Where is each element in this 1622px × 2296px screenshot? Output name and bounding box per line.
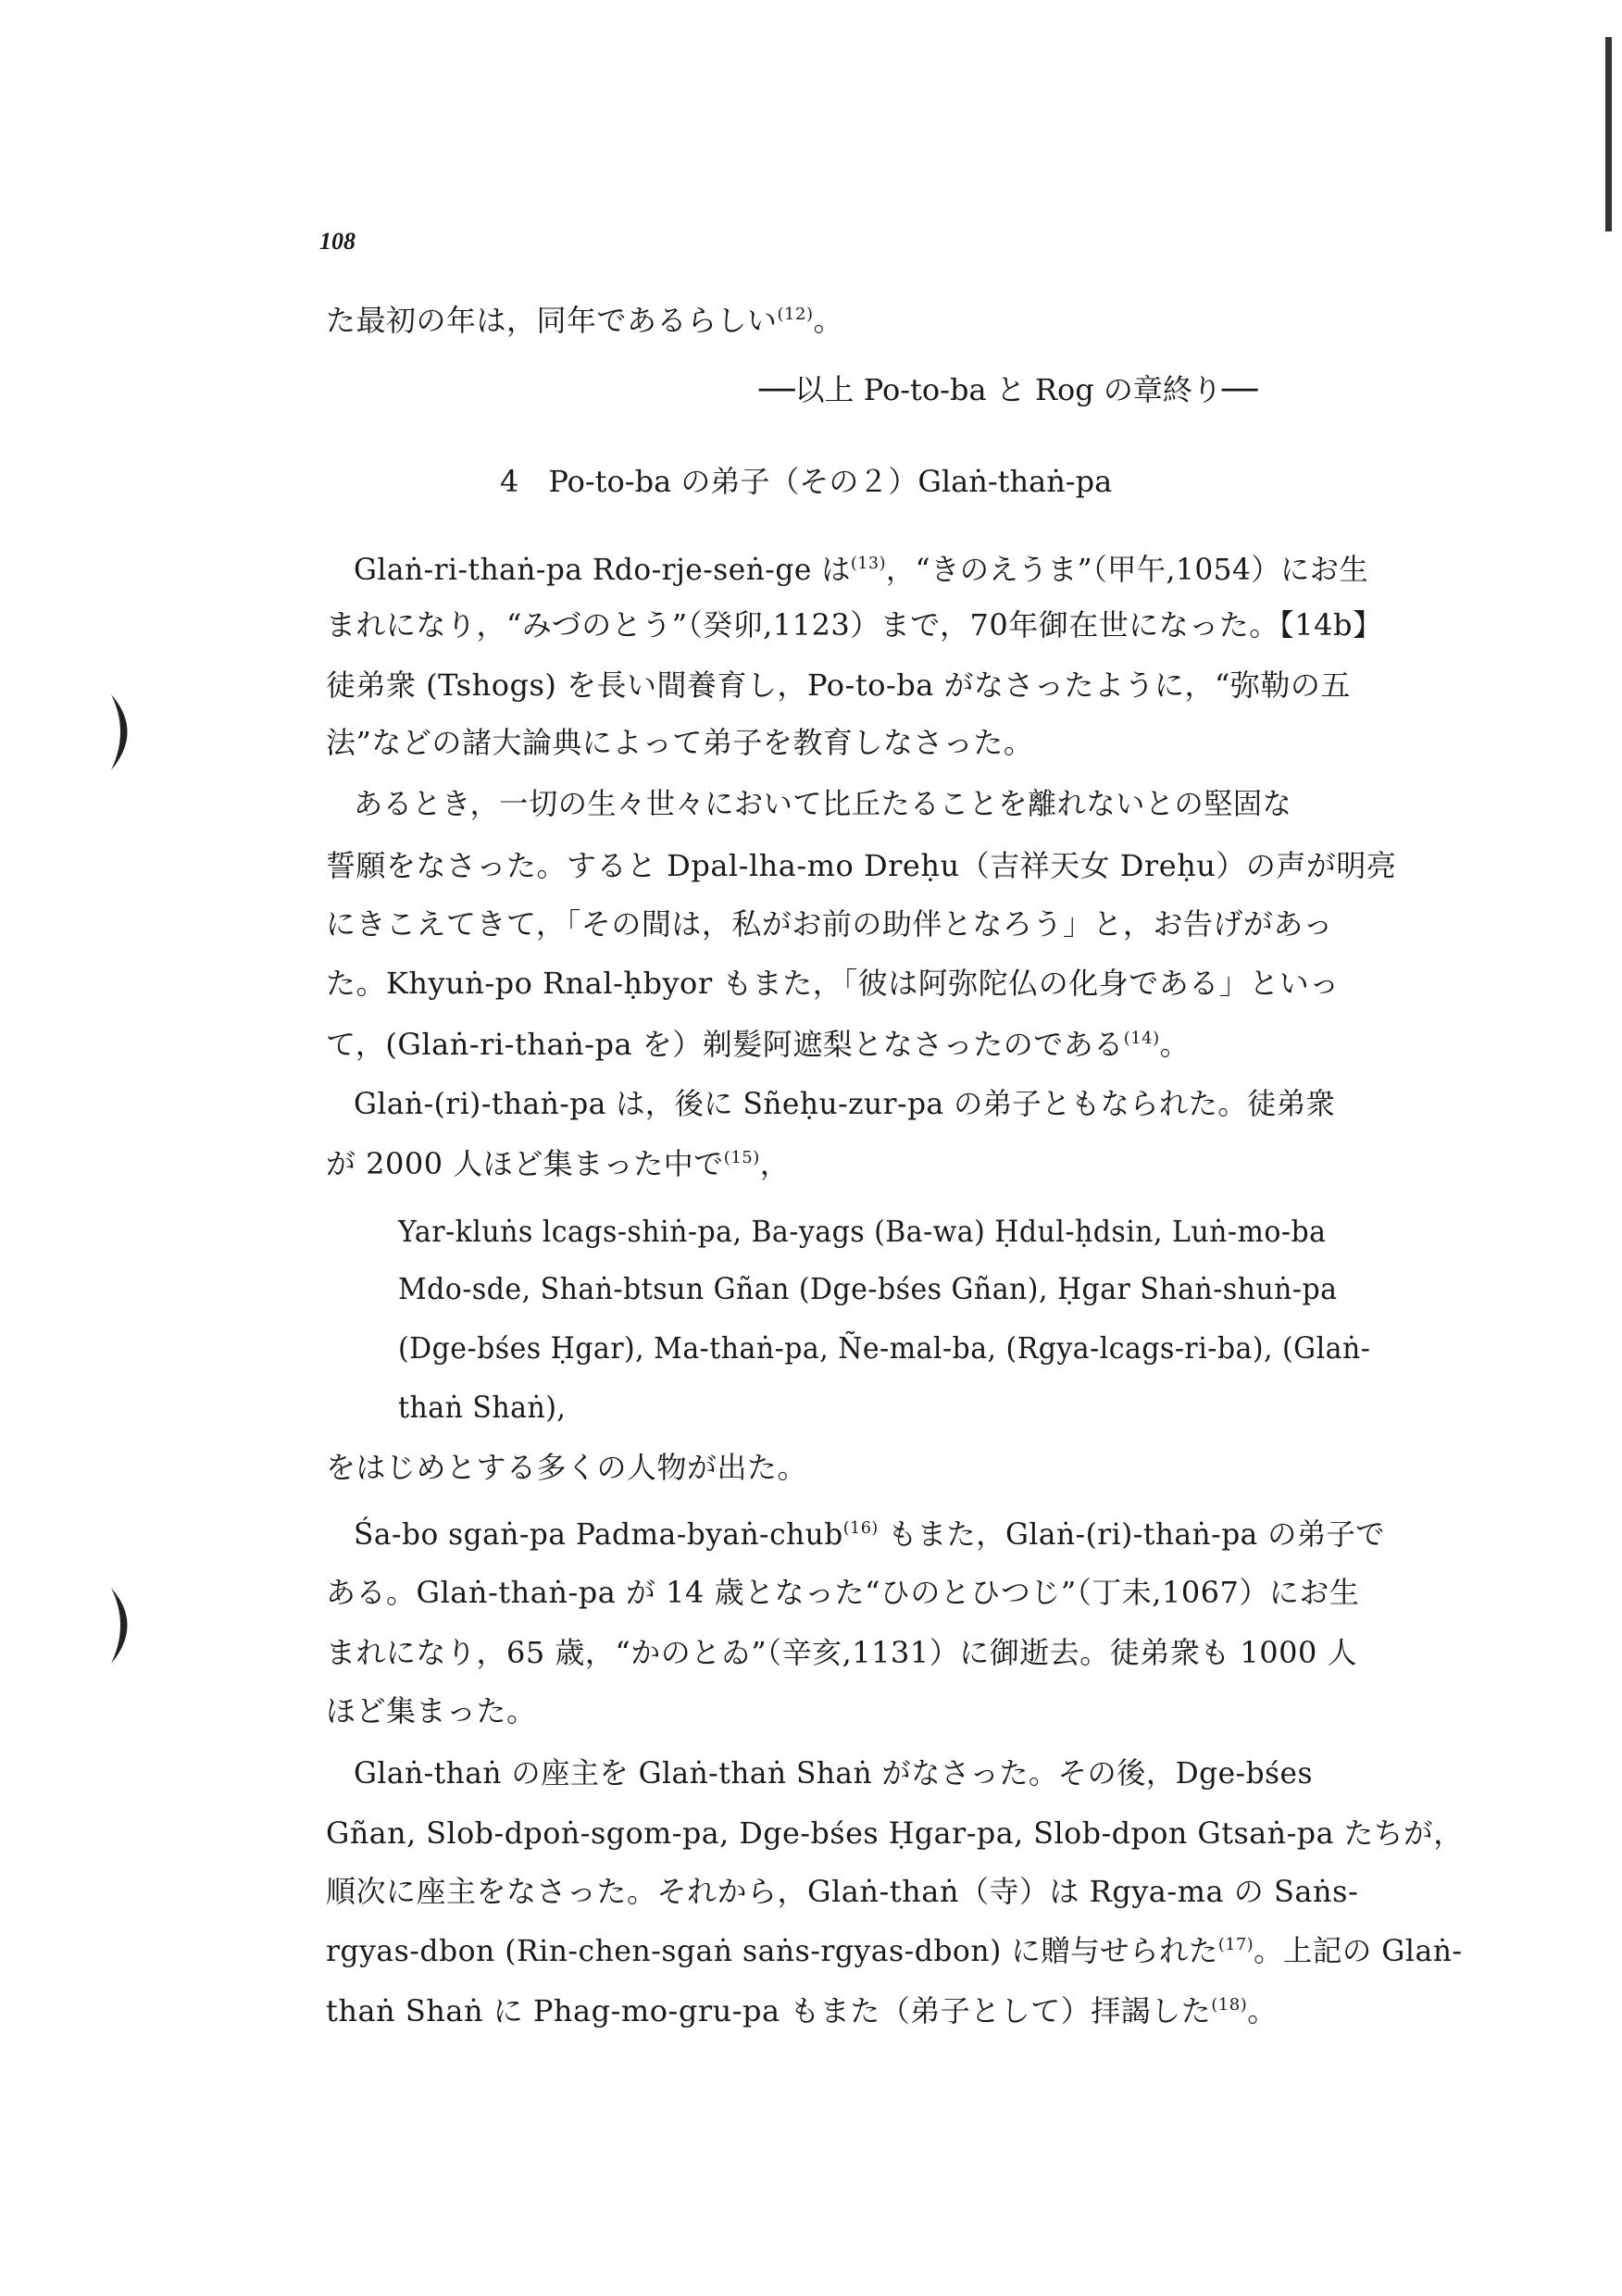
footnote-ref: (18) (1211, 1995, 1248, 2015)
text-line (326, 1932, 1463, 1975)
text-line (326, 905, 1463, 948)
footnote-ref: (15) (723, 1148, 760, 1167)
text-line (326, 1574, 1463, 1616)
footnote-ref: (13) (850, 554, 886, 573)
chapter-end-marker: ──以上 Po-to-ba と Rog の章終り── (759, 372, 1258, 407)
text-line (326, 1634, 1463, 1677)
text-line (398, 1329, 1463, 1372)
text-line (326, 1992, 1463, 2035)
line-text: Śa-bo sgaṅ-pa Padma-byaṅ-chub (354, 1516, 843, 1552)
text-line (354, 1085, 1463, 1128)
line-text: Glaṅ-thaṅ の座主を Glaṅ-thaṅ Shaṅ がなさった。その後，Dge-bśes (354, 1755, 1314, 1791)
text-line (354, 1754, 1463, 1797)
line-tail: 。 (1247, 1993, 1278, 2028)
footnote-ref: (17) (1217, 1935, 1254, 1954)
footnote-ref: (14) (1123, 1029, 1160, 1048)
line-text: 徒弟衆 (Tshogs) を長い間養育し，Po-to-ba がなさったように，“弥勒の五 (326, 668, 1351, 703)
text-line (354, 1516, 1463, 1558)
line-tail: ，“きのえうま”（甲午,1054）にお生 (885, 552, 1369, 587)
intro-text: た最初の年は，同年であるらしい (326, 303, 778, 338)
text-line (326, 667, 1463, 709)
line-text: rgyas-dbon (Rin-chen-sgaṅ saṅs-rgyas-dbon) に贈与せられた (326, 1933, 1218, 1968)
line-text: 誓願をなさった。すると Dpal-lha-mo Dreḥu（吉祥天女 Dreḥu）の声が明亮 (326, 848, 1397, 883)
text-line (398, 1213, 1463, 1255)
text-line (326, 1692, 1463, 1735)
edge-scan-mark (1600, 37, 1618, 241)
intro-tail: 。 (813, 303, 843, 338)
line-tail: 。上記の Glaṅ- (1254, 1933, 1463, 1968)
text-line (326, 1873, 1463, 1915)
line-text: をはじめとする多くの人物が出た。 (326, 1450, 808, 1485)
binding-shadow-mark (102, 685, 148, 778)
line-text: た。Khyuṅ-po Rnal-ḥbyor もまた，「彼は阿弥陀仏の化身である」といっ (326, 966, 1340, 1001)
line-text: 順次に座主をなさった。それから，Glaṅ-thaṅ（寺）は Rgya-ma の Saṅs- (326, 1874, 1359, 1909)
line-tail: ， (759, 1146, 791, 1181)
line-text: thaṅ Shaṅ に Phag-mo-gru-pa もまた（弟子として）拝謁した (326, 1993, 1212, 2028)
line-text: 法”などの諸大論典によって弟子を教育しなさった。 (326, 725, 1034, 760)
text-line (326, 1449, 1463, 1491)
line-text: て，(Glaṅ-ri-thaṅ-pa を）剃髪阿遮梨となさったのである (326, 1027, 1124, 1062)
line-text: まれになり，65 歳，“かのとゐ”（辛亥,1131）に御逝去。徒弟衆も 1000 人 (326, 1635, 1358, 1670)
line-text: にきこえてきて，「その間は，私がお前の助伴となろう」と，お告げがあっ (326, 906, 1334, 942)
footnote-ref: (16) (842, 1518, 879, 1538)
line-text: Mdo-sde, Shaṅ-btsun Gñan (Dge-bśes Gñan), Ḥgar Shaṅ-shuṅ-pa (398, 1271, 1338, 1306)
line-text: が 2000 人ほど集まった中で (326, 1146, 724, 1181)
line-text: Yar-kluṅs lcags-shiṅ-pa, Ba-yags (Ba-wa) Ḥdul-ḥdsin, Luṅ-mo-ba (398, 1214, 1327, 1249)
line-text: thaṅ Shaṅ), (398, 1390, 567, 1425)
line-text: Glaṅ-(ri)-thaṅ-pa は，後に Sñeḥu-zur-pa の弟子ともなられた。徒弟衆 (354, 1086, 1336, 1121)
line-text: まれになり，“みづのとう”（癸卯,1123）まで，70年御在世になった。【14b】 (326, 607, 1383, 643)
text-line (326, 1815, 1464, 1857)
text-line (326, 724, 1463, 767)
footnote-ref: (12) (777, 305, 814, 324)
binding-shadow-mark (102, 1578, 148, 1671)
line-text: Glaṅ-ri-thaṅ-pa Rdo-rje-seṅ-ge は (354, 552, 851, 587)
line-text: ほど集まった。 (326, 1693, 537, 1728)
line-text: あるとき，一切の生々世々において比丘たることを離れないとの堅固な (354, 786, 1292, 821)
text-line (398, 1389, 1463, 1431)
text-line (326, 1145, 1463, 1188)
text-line (354, 785, 1463, 828)
text-line (326, 965, 1463, 1007)
line-text: (Dge-bśes Ḥgar), Ma-thaṅ-pa, Ñe-mal-ba, (Rgya-lcags-ri-ba), (Glaṅ- (398, 1330, 1371, 1366)
text-line (326, 847, 1463, 890)
text-line (398, 1270, 1463, 1313)
line-tail: 。 (1159, 1027, 1191, 1062)
line-text: Gñan, Slob-dpoṅ-sgom-pa, Dge-bśes Ḥgar-pa, Slob-dpon Gtsaṅ-pa たちが， (326, 1816, 1464, 1851)
text-line (326, 606, 1463, 649)
line-text: ある。Glaṅ-thaṅ-pa が 14 歳となった“ひのとひつじ”（丁未,1067）にお生 (326, 1575, 1360, 1610)
text-line (326, 1026, 1463, 1068)
intro-line (326, 302, 1463, 344)
line-tail: もまた，Glaṅ-(ri)-thaṅ-pa の弟子で (878, 1516, 1386, 1552)
text-line (354, 551, 1463, 593)
page-number: 108 (319, 228, 356, 255)
section-heading: 4 Po-to-ba の弟子（その２）Glaṅ-thaṅ-pa (500, 464, 1113, 499)
